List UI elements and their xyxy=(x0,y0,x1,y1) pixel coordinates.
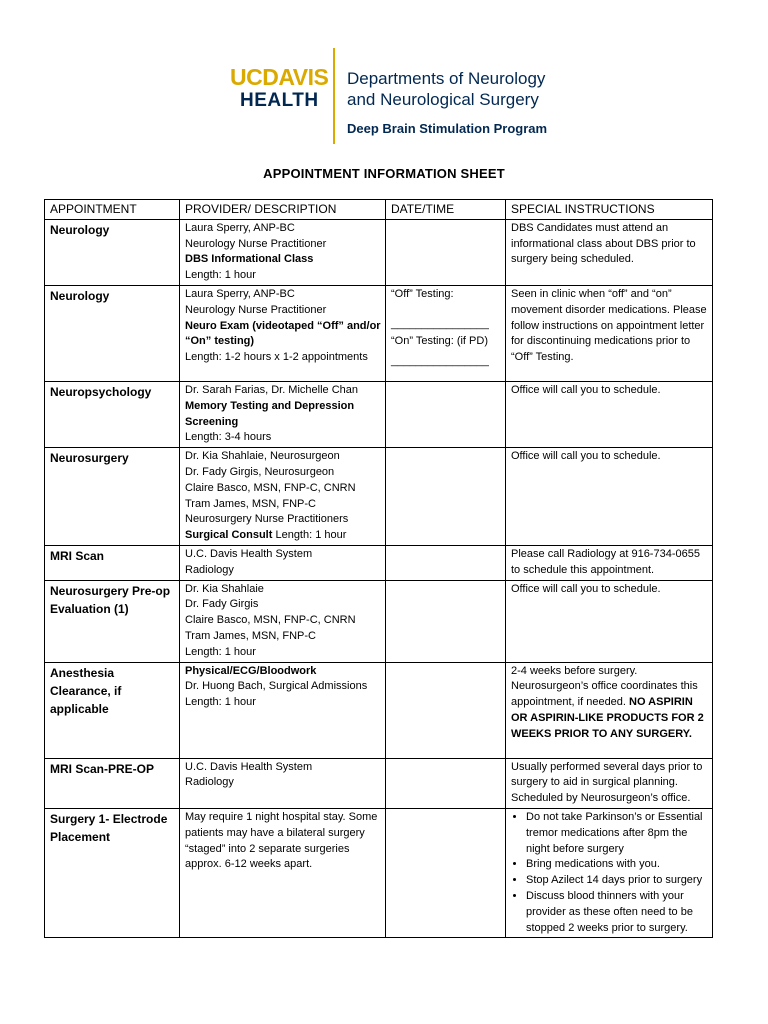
instructions-cell: Office will call you to schedule. xyxy=(506,448,713,546)
column-header: SPECIAL INSTRUCTIONS xyxy=(506,200,713,220)
date-cell xyxy=(386,219,506,285)
program-name: Deep Brain Stimulation Program xyxy=(347,121,548,136)
appointment-cell: Anesthesia Clearance, if applicable xyxy=(45,662,180,758)
instructions-cell: Please call Radiology at 916-734-0655 to schedule this appointment. xyxy=(506,545,713,580)
provider-cell: Dr. Sarah Farias, Dr. Michelle Chan Memory Testing and Depression Screening Length: 3-4 hours xyxy=(180,381,386,447)
appointment-cell: Neuropsychology xyxy=(45,381,180,447)
appointment-cell: Neurosurgery xyxy=(45,448,180,546)
column-header: PROVIDER/ DESCRIPTION xyxy=(180,200,386,220)
provider-cell: May require 1 night hospital stay. Some patients may have a bilateral surgery “staged” into 2 separate surgeries approx. 6-12 weeks apart. xyxy=(180,808,386,937)
table-row xyxy=(45,219,713,285)
provider-cell: Laura Sperry, ANP-BC Neurology Nurse Practitioner DBS Informational Class Length: 1 hour xyxy=(180,219,386,285)
date-cell xyxy=(386,448,506,546)
table-row xyxy=(45,580,713,662)
instructions-cell: Usually performed several days prior to surgery to aid in surgical planning. Scheduled by Neurosurgeon’s office. xyxy=(506,758,713,808)
appointment-cell: Surgery 1- Electrode Placement xyxy=(45,808,180,937)
appointment-cell: MRI Scan xyxy=(45,545,180,580)
date-cell xyxy=(386,808,506,937)
logo-divider xyxy=(333,48,335,144)
table-row xyxy=(45,545,713,580)
list-item: • Do not take Parkinson’s or Essential tremor medications after 8pm the night before surgery xyxy=(526,810,708,857)
instructions-list xyxy=(511,810,708,936)
column-header: DATE/TIME xyxy=(386,200,506,220)
appointment-cell: Neurology xyxy=(45,285,180,381)
table-row xyxy=(45,758,713,808)
date-cell xyxy=(386,758,506,808)
appointment-cell: Neurosurgery Pre-op Evaluation (1) xyxy=(45,580,180,662)
date-cell xyxy=(386,580,506,662)
table-row xyxy=(45,662,713,758)
table-row xyxy=(45,285,713,381)
instructions-cell: Office will call you to schedule. xyxy=(506,580,713,662)
date-cell xyxy=(386,545,506,580)
header-logo xyxy=(230,48,590,148)
logo-health: HEALTH xyxy=(240,90,319,111)
appointment-cell: MRI Scan-PRE-OP xyxy=(45,758,180,808)
appointment-table xyxy=(44,199,713,938)
page-title: APPOINTMENT INFORMATION SHEET xyxy=(263,166,505,181)
provider-cell: U.C. Davis Health System Radiology xyxy=(180,545,386,580)
appointment-cell: Neurology xyxy=(45,219,180,285)
table-row xyxy=(45,808,713,937)
table-row xyxy=(45,448,713,546)
logo-ucdavis: UCDAVIS xyxy=(230,64,329,90)
list-item: • Stop Azilect 14 days prior to surgery xyxy=(526,873,708,889)
instructions-cell xyxy=(506,808,713,937)
provider-cell: Physical/ECG/Bloodwork Dr. Huong Bach, Surgical Admissions Length: 1 hour xyxy=(180,662,386,758)
table-header-row xyxy=(45,200,713,220)
instructions-cell: Seen in clinic when “off” and “on” movement disorder medications. Please follow instructions on appointment letter for discontinuing medications prior to “Off” Testing. xyxy=(506,285,713,381)
instructions-cell: 2-4 weeks before surgery. Neurosurgeon’s office coordinates this appointment, if needed. NO ASPIRIN OR ASPIRIN-LIKE PRODUCTS FOR 2 WEEKS PRIOR TO ANY SURGERY. xyxy=(506,662,713,758)
date-cell xyxy=(386,381,506,447)
table-row xyxy=(45,381,713,447)
provider-cell: U.C. Davis Health System Radiology xyxy=(180,758,386,808)
column-header: APPOINTMENT xyxy=(45,200,180,220)
provider-cell: Laura Sperry, ANP-BC Neurology Nurse Practitioner Neuro Exam (videotaped “Off” and/or “On” testing) Length: 1-2 hours x 1-2 appointments xyxy=(180,285,386,381)
instructions-cell: DBS Candidates must attend an informational class about DBS prior to surgery being scheduled. xyxy=(506,219,713,285)
department-name: Departments of Neurology and Neurological Surgery xyxy=(347,69,546,109)
date-cell xyxy=(386,662,506,758)
provider-cell: Dr. Kia Shahlaie, Neurosurgeon Dr. Fady Girgis, Neurosurgeon Claire Basco, MSN, FNP-C, CNRN Tram James, MSN, FNP-C Neurosurgery Nurse Practitioners Surgical Consult Length: 1 hour xyxy=(180,448,386,546)
date-cell: “Off” Testing: ________________ “On” Testing: (if PD) ________________ xyxy=(386,285,506,381)
list-item: • Bring medications with you. xyxy=(526,857,708,873)
instructions-cell: Office will call you to schedule. xyxy=(506,381,713,447)
provider-cell: Dr. Kia Shahlaie Dr. Fady Girgis Claire Basco, MSN, FNP-C, CNRN Tram James, MSN, FNP-C Length: 1 hour xyxy=(180,580,386,662)
list-item: • Discuss blood thinners with your provider as these often need to be stopped 2 weeks prior to surgery. xyxy=(526,889,708,936)
